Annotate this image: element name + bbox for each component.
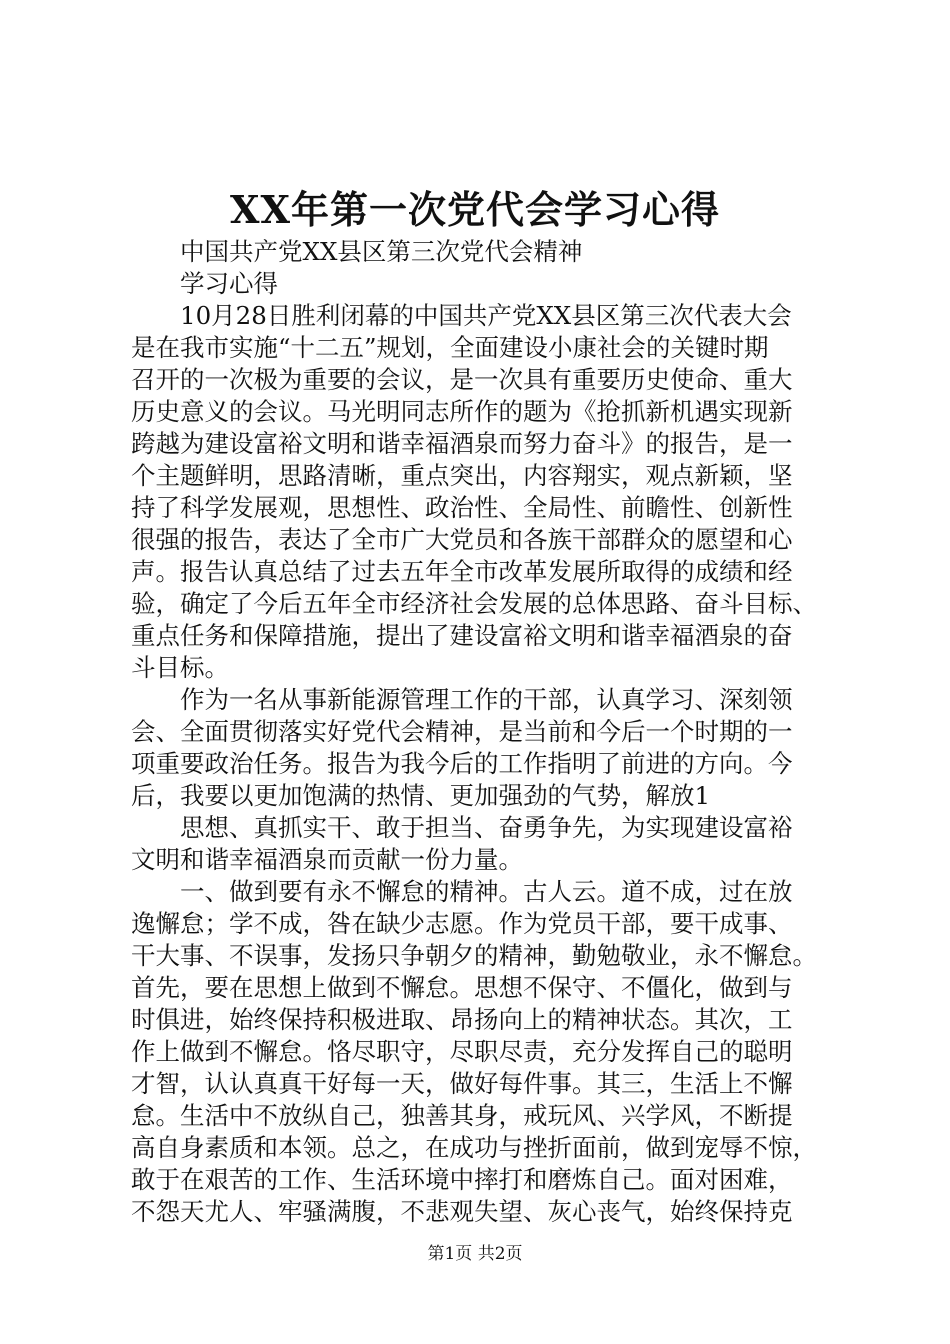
document-title: XX年第一次党代会学习心得 — [230, 187, 720, 232]
text-line: 才智，认认真真干好每一天，做好每件事。其三，生活上不懈 — [131, 1069, 793, 1098]
text-line: 不怨天尤人、牢骚满腹，不悲观失望、灰心丧气，始终保持克 — [131, 1197, 793, 1226]
text-line: 跨越为建设富裕文明和谐幸福酒泉而努力奋斗》的报告，是一 — [131, 429, 793, 458]
text-line: 召开的一次极为重要的会议，是一次具有重要历史使命、重大 — [131, 365, 793, 394]
text-line: 斗目标。 — [131, 653, 229, 682]
text-line: 时俱进，始终保持积极进取、昂扬向上的精神状态。其次，工 — [131, 1005, 793, 1034]
text-line: 验，确定了今后五年全市经济社会发展的总体思路、奋斗目标、 — [131, 589, 817, 618]
text-line: 干大事、不误事，发扬只争朝夕的精神，勤勉敬业，永不懈怠。 — [131, 941, 817, 970]
page-footer: 第1页 共2页 — [427, 1244, 523, 1264]
text-line: 一、做到要有永不懈怠的精神。古人云。道不成，过在放 — [180, 877, 793, 906]
text-line: 个主题鲜明，思路清晰，重点突出，内容翔实，观点新颖，坚 — [131, 461, 793, 490]
text-line: 学习心得 — [180, 269, 278, 298]
text-line: 持了科学发展观，思想性、政治性、全局性、前瞻性、创新性 — [131, 493, 793, 522]
text-line: 首先，要在思想上做到不懈怠。思想不保守、不僵化，做到与 — [131, 973, 793, 1002]
text-line: 敢于在艰苦的工作、生活环境中摔打和磨炼自己。面对困难， — [131, 1165, 793, 1194]
text-line: 作为一名从事新能源管理工作的干部，认真学习、深刻领 — [180, 685, 793, 714]
text-line: 声。报告认真总结了过去五年全市改革发展所取得的成绩和经 — [131, 557, 793, 586]
text-line: 思想、真抓实干、敢于担当、奋勇争先，为实现建设富裕 — [180, 813, 793, 842]
text-line: 重点任务和保障措施，提出了建设富裕文明和谐幸福酒泉的奋 — [131, 621, 793, 650]
text-line: 10月28日胜利闭幕的中国共产党XX县区第三次代表大会 — [180, 301, 792, 330]
text-line: 很强的报告，表达了全市广大党员和各族干部群众的愿望和心 — [131, 525, 793, 554]
text-line: 怠。生活中不放纵自己，独善其身，戒玩风、兴学风，不断提 — [131, 1101, 793, 1130]
text-line: 作上做到不懈怠。恪尽职守，尽职尽责，充分发挥自己的聪明 — [131, 1037, 793, 1066]
text-line: 是在我市实施“十二五”规划，全面建设小康社会的关键时期 — [131, 333, 769, 362]
text-line: 后，我要以更加饱满的热情、更加强劲的气势，解放1 — [131, 781, 711, 810]
text-line: 逸懈怠；学不成，咎在缺少志愿。作为党员干部，要干成事、 — [131, 909, 793, 938]
text-line: 项重要政治任务。报告为我今后的工作指明了前进的方向。今 — [131, 749, 793, 778]
text-line: 历史意义的会议。马光明同志所作的题为《抢抓新机遇实现新 — [131, 397, 793, 426]
text-line: 中国共产党XX县区第三次党代会精神 — [180, 237, 583, 266]
text-line: 会、全面贯彻落实好党代会精神，是当前和今后一个时期的一 — [131, 717, 793, 746]
text-line: 文明和谐幸福酒泉而贡献一份力量。 — [131, 845, 523, 874]
document-body — [131, 236, 831, 1228]
text-line: 高自身素质和本领。总之，在成功与挫折面前，做到宠辱不惊， — [131, 1133, 817, 1162]
